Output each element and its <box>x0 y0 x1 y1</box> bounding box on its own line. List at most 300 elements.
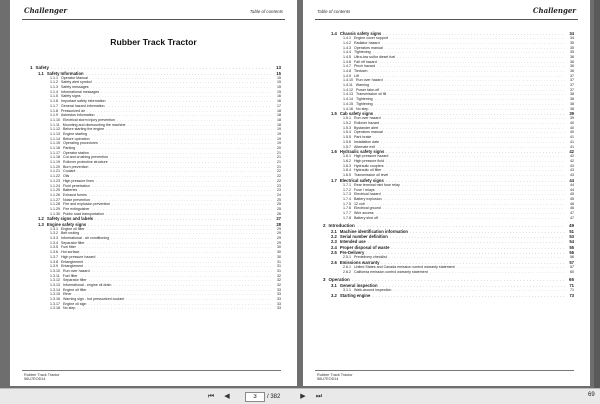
toc-entry-label: Mounting and dismounting the machine <box>62 122 126 127</box>
toc-entry-label: Tiedown <box>354 69 368 73</box>
toc-entry-number: 1.5.7 <box>343 144 351 149</box>
toc-entry-page: 33 <box>277 297 281 301</box>
toc-entry-page: 16 <box>277 94 281 99</box>
toc-entry-label: Engine safety signs <box>46 221 87 227</box>
toc-entry-page: 43 <box>570 173 574 178</box>
toc-entry-number: 3.1.1 <box>343 287 351 292</box>
toc-entry-page: 25 <box>277 206 281 211</box>
toc-entry-number: 1.5.3 <box>343 125 351 130</box>
toc-entry-label: Cut and crushing prevention <box>63 155 108 160</box>
toc-entry-label: Alternate exit <box>354 144 375 149</box>
toc-entry-label: Hot surface <box>61 250 80 255</box>
toc-entry-page: 15 <box>277 75 281 80</box>
toc-entry-number: 1.7.5 <box>343 201 351 206</box>
toc-entry-label: Fire and explosion prevention <box>63 202 111 207</box>
toc-entry-label: Pre-Delivery <box>339 249 365 255</box>
toc-entry[interactable] <box>323 216 574 221</box>
toc-entry-page: 39 <box>570 116 574 121</box>
toc-entry-page: 35 <box>570 40 574 45</box>
toc-entry-label: Electrical safety signs <box>339 177 384 183</box>
toc-entry-page: 56 <box>569 249 574 255</box>
toc-entry-label: 12 volt <box>354 201 365 206</box>
toc-entry-page: 13 <box>275 64 281 70</box>
toc-entry-number: 1.1.28 <box>50 202 60 207</box>
toc-entry-label: Fluid penetration <box>63 183 90 188</box>
toc-entry-label: Operator station <box>63 150 89 155</box>
previous-page-icon[interactable]: ◀ <box>224 393 230 400</box>
toc-entry-number: 1.4.3 <box>343 45 351 50</box>
toc-entry-number: 1.1 <box>38 70 44 76</box>
header-rule <box>315 19 578 20</box>
toc-entry-number: 1.4.10 <box>343 78 353 83</box>
toc-entry-number: 1.4.9 <box>343 73 351 78</box>
toc-entry-page: 42 <box>570 159 574 164</box>
toc-entry-label: Fall off hazard <box>354 59 377 64</box>
document-page-left <box>10 0 297 386</box>
toc-entry-page: 47 <box>570 215 574 220</box>
toc-entry-label: Parking <box>63 146 76 150</box>
toc-entry-label: Pinch hazard <box>354 64 375 69</box>
toc-entry-label: Wire access <box>354 211 374 216</box>
toc-entry-label: Starting engine <box>339 292 371 298</box>
toc-entry-number: 1.1.22 <box>50 174 60 179</box>
toc-entry-label: Warning sign - hot pressurized coolant <box>63 297 125 301</box>
toc-entry-page: 33 <box>277 301 281 306</box>
toc-entry-page: 29 <box>277 236 281 241</box>
toc-entry-label: Proper disposal of waste <box>339 244 390 250</box>
page-number-input[interactable] <box>245 392 265 402</box>
toc-entry-page: 32 <box>277 278 281 283</box>
toc-entry-label: Electrical ground <box>354 206 381 211</box>
toc-entry-page: 60 <box>570 269 574 274</box>
toc-entry-page: 35 <box>570 50 574 55</box>
toc-entry-number: 1.1.16 <box>50 146 60 150</box>
toc-entry-number: 1.1.3 <box>50 85 58 90</box>
toc-entry-label: Safety alert symbol <box>61 80 92 85</box>
toc-entry-number: 1.1.7 <box>50 103 58 108</box>
footer-code: 56U7EOD14 <box>24 377 46 382</box>
toc-entry-number: 1.4.13 <box>343 92 353 97</box>
header-rule <box>22 19 285 20</box>
toc-entry-page: 22 <box>277 174 281 179</box>
toc-entry-page: 22 <box>277 169 281 174</box>
toc-entry-page: 30 <box>277 250 281 255</box>
toc-entry-label: High pressure fluid <box>354 159 384 164</box>
scrollbar[interactable] <box>594 0 600 388</box>
toc-entry-label: Machine identification information <box>339 229 408 234</box>
toc-entry-page: 28 <box>276 221 281 227</box>
toc-entry-number: 1.4.11 <box>343 83 353 88</box>
zoom-level[interactable]: 69 <box>588 392 595 398</box>
toc-entry-label: Informational - engine oil drain <box>63 282 112 287</box>
toc-entry-number: 1.3.14 <box>50 287 60 292</box>
toc-entry-number: 1.3 <box>38 221 44 227</box>
toc-entry-label: Serial number definition <box>339 234 388 240</box>
toc-entry-label: Installation date <box>354 139 380 144</box>
toc-entry-label: Engine cover support <box>354 36 388 41</box>
toc-entry[interactable] <box>323 293 574 298</box>
toc-entry-number: 1.4.7 <box>343 64 351 69</box>
toc-entry-page: 27 <box>276 216 281 222</box>
toc-entry-number: 1.3.1 <box>50 226 58 231</box>
toc-entry-page: 18 <box>277 122 281 127</box>
toc-entry-page: 29 <box>277 240 281 245</box>
toc-leader-dots <box>430 270 565 275</box>
toc-entry-number: 1.3.8 <box>50 259 58 264</box>
toc-entry-label: Separator filter <box>63 278 87 283</box>
toc-entry-page: 18 <box>277 108 281 113</box>
toc-entry-page: 54 <box>569 239 574 245</box>
toc-entry-number: 1.4.15 <box>343 101 353 106</box>
toc-entry-page: 38 <box>570 106 574 111</box>
toc-entry-page: 36 <box>570 59 574 64</box>
toc-entry-page: 30 <box>277 245 281 250</box>
toc-entry-number: 1.7.2 <box>343 187 351 192</box>
toc-entry-page: 32 <box>277 282 281 287</box>
toc-entry-label: Rollover hazard <box>354 121 380 126</box>
toc-entry-number: 1.1.9 <box>50 113 58 118</box>
toc-entry-page: 30 <box>277 254 281 259</box>
toc-entry-page: 34 <box>569 31 574 36</box>
toc-entry-number: 1.4.4 <box>343 50 351 55</box>
toc-entry-label: Cab safety signs <box>339 111 374 117</box>
toc-entry-label: Warning <box>355 83 369 88</box>
toc-entry-number: 1.1.27 <box>50 197 60 202</box>
toc-entry-number: 1.6.1 <box>343 154 351 159</box>
header-section-title: Table of contents <box>317 9 351 14</box>
toc-entry-number: 1 <box>30 64 33 70</box>
toc-entry-page: 49 <box>568 223 574 228</box>
toc-entry-label: Ultra-low sulfur diesel fuel <box>354 54 396 59</box>
toc-entry-label: Safety messages <box>61 85 89 90</box>
page-total: / 382 <box>267 394 281 400</box>
toc-entry-label: Coolant <box>63 169 76 174</box>
toc-entry-label: Safety signs <box>61 94 81 99</box>
toc-entry-label: Park brake <box>354 135 372 140</box>
page-footer <box>317 373 353 382</box>
toc-entry-number: 1.7.3 <box>343 192 351 197</box>
toc-entry-number: 1.3.2 <box>50 231 58 236</box>
toc-entry-label: Informational - air conditioning <box>61 236 110 241</box>
toc-entry-label: Exhaust fumes <box>63 192 87 197</box>
toc-entry-label: Electrical storm injury prevention <box>63 117 115 122</box>
toc-entry-number: 3.2 <box>331 292 337 298</box>
toc-entry-label: Radiator hazard <box>354 40 380 45</box>
document-page-right <box>303 0 590 386</box>
toc-entry-page: 19 <box>277 131 281 136</box>
toc-entry-page: 42 <box>569 149 574 155</box>
toc-entry-label: Engine oil sign <box>63 301 87 306</box>
footer-title: Rubber Track Tractor <box>317 372 353 377</box>
toc-entry-label: Hydraulic safety signs <box>339 149 385 155</box>
toc-entry-page: 21 <box>277 150 281 155</box>
toc-entry-page: 55 <box>569 244 574 250</box>
toc-entry-number: 1.7.1 <box>343 183 351 187</box>
toc-entry-label: Oils <box>63 174 70 179</box>
toc-entry-number: 1.3.9 <box>50 264 58 269</box>
table-of-contents-right <box>323 31 574 298</box>
toc-entry[interactable] <box>323 270 574 275</box>
toc-entry-label: Safety signs and labels <box>46 216 94 222</box>
toc-entry-page: 53 <box>569 234 574 240</box>
table-of-contents-left <box>30 62 281 311</box>
toc-entry-label: Fuel filter <box>62 273 78 278</box>
toc-entry-number: 1.6.5 <box>343 173 351 178</box>
toc-entry-label: Tightening <box>356 101 373 106</box>
toc-entry-number: 1.5.5 <box>343 135 351 140</box>
toc-entry-label: Engine oil filter <box>61 226 85 231</box>
toc-entry-number: 3 <box>323 276 326 282</box>
toc-entry-number: 1.3.4 <box>50 240 58 245</box>
toc-entry-page: 19 <box>277 127 281 132</box>
toc-entry-number: 1.1.23 <box>50 178 60 183</box>
toc-entry-label: Hydraulic couplers <box>354 163 384 168</box>
toc-entry-page: 18 <box>277 117 281 122</box>
toc-entry-page: 39 <box>569 111 574 117</box>
toc-entry-label: Battery shut off <box>354 215 379 220</box>
toc-entry-label: Batteries <box>63 188 78 193</box>
toc-entry-label: Power take-off <box>356 87 380 92</box>
toc-entry-number: 1.4.12 <box>343 87 353 92</box>
toc-entry-label: High pressure hazard <box>61 254 96 259</box>
brand-logo: Challenger <box>532 6 576 15</box>
toc-entry-page: 44 <box>570 187 574 192</box>
toc-entry-number: 1.2 <box>38 216 44 222</box>
toc-entry-number: 1.1.20 <box>50 164 60 169</box>
toc-entry-number: 1.1.12 <box>50 127 60 132</box>
toc-entry-label: Operator Manual <box>61 75 88 80</box>
toc-entry-label: Fuse / relays <box>354 187 375 192</box>
toc-entry-label: Engine starting <box>63 131 87 136</box>
toc-entry-number: 1.3.10 <box>50 268 60 273</box>
toc-entry-number: 2.2 <box>331 234 337 240</box>
toc-entry-label: Chassis safety signs <box>339 31 382 36</box>
toc-entry-number: 2 <box>323 223 326 228</box>
toc-entry-number: 1.4.2 <box>343 40 351 45</box>
toc-entry-page: 37 <box>570 83 574 88</box>
toc-entry-number: 1.1.13 <box>50 131 60 136</box>
toc-entry-number: 2.6.2 <box>343 269 351 274</box>
toc-entry-page: 43 <box>570 168 574 173</box>
toc-entry-number: 1.7.7 <box>343 211 351 216</box>
toc-entry-page: 40 <box>570 121 574 126</box>
toc-entry-label: General hazard information <box>61 103 105 108</box>
toc-entry-label: Fire extinguisher <box>63 206 90 211</box>
toc-entry-number: 1.1.19 <box>50 160 60 165</box>
toc-entry-page: 65 <box>568 276 574 282</box>
toc-entry-page: 51 <box>569 229 574 234</box>
toc-entry-label: Entanglement <box>61 264 84 269</box>
toc-entry-number: 1.3.11 <box>50 273 60 278</box>
toc-entry-label: Burn prevention <box>63 164 89 169</box>
toc-entry-label: Walk-around inspection <box>354 287 392 292</box>
toc-entry-number: 1.3.15 <box>50 292 60 297</box>
toc-entry-label: Rear terminal mini fuse relay <box>354 183 400 187</box>
toc-entry[interactable] <box>30 306 281 311</box>
toc-entry-page: 15 <box>277 89 281 94</box>
toc-entry-number: 1.5 <box>331 111 337 117</box>
toc-entry-page: 25 <box>277 202 281 207</box>
toc-entry-label: Public road transportation <box>63 211 104 216</box>
toc-entry-number: 1.5.1 <box>343 116 351 121</box>
toc-entry-page: 35 <box>570 45 574 50</box>
toc-entry-label: Operating procedures <box>63 141 98 146</box>
toc-entry-label: High pressure lines <box>63 178 94 183</box>
toc-entry-page: 15 <box>277 80 281 85</box>
toc-entry-label: Tightening <box>356 97 373 102</box>
toc-entry-label: Noise prevention <box>63 197 90 202</box>
toc-entry-number: 1.1.29 <box>50 206 60 211</box>
toc-entry-label: Run over hazard <box>354 116 381 121</box>
toc-entry-page: 38 <box>570 97 574 102</box>
toc-entry-label: Transmission oil fill <box>356 92 387 97</box>
toc-entry-page: 40 <box>570 125 574 130</box>
toc-entry-page: 31 <box>277 268 281 273</box>
toc-entry-page: 45 <box>570 197 574 202</box>
toc-entry-page: 24 <box>277 192 281 197</box>
toc-entry-page: 57 <box>569 259 574 265</box>
footer-title: Rubber Track Tractor <box>24 372 60 377</box>
toc-entry-number: 1.1.5 <box>50 94 58 99</box>
toc-entry-number: 1.7 <box>331 177 337 183</box>
toc-entry-label: Before operation <box>63 136 90 141</box>
toc-entry-page: 36 <box>570 64 574 69</box>
toc-entry-label: Emissions warranty <box>339 259 380 265</box>
toc-entry-page: 21 <box>277 164 281 169</box>
toc-entry-page: 15 <box>277 85 281 90</box>
footer-rule <box>22 370 281 371</box>
toc-entry-page: 46 <box>570 201 574 206</box>
toc-entry-number: 1.1.17 <box>50 150 60 155</box>
toc-entry-page: 42 <box>570 154 574 159</box>
toc-entry-number: 1.1.21 <box>50 169 60 174</box>
toc-entry-page: 32 <box>277 273 281 278</box>
toc-entry-page: 37 <box>570 73 574 78</box>
toc-entry-page: 47 <box>570 211 574 216</box>
last-page-icon[interactable]: ⏭ <box>315 393 323 400</box>
toc-entry-label: Engine oil filter <box>63 287 87 292</box>
viewer-toolbar <box>0 388 600 404</box>
toc-entry-number: 2.6.1 <box>343 264 351 269</box>
toc-entry-page: 45 <box>570 192 574 197</box>
toc-entry-label: High pressure hazard <box>354 154 389 159</box>
toc-entry-label: No step <box>356 106 369 111</box>
toc-entry-number: 1.3.5 <box>50 245 58 250</box>
toc-entry-page: 31 <box>277 264 281 269</box>
toc-entry-label: Fuel filter <box>61 245 76 250</box>
toc-entry-number: 1.4.5 <box>343 54 351 59</box>
toc-entry-label: Asbestos information <box>61 113 95 118</box>
toc-entry-label: Tightening <box>354 50 371 55</box>
first-page-icon[interactable]: ⏮ <box>207 393 215 400</box>
toc-entry-number: 1.3.17 <box>50 301 60 306</box>
toc-entry-page: 71 <box>569 282 574 288</box>
toc-entry-number: 1.1.2 <box>50 80 58 85</box>
toc-entry-number: 1.1.4 <box>50 89 58 94</box>
toc-entry-number: 1.7.4 <box>343 197 351 202</box>
toc-entry-number: 2.5.1 <box>343 254 351 259</box>
toc-leader-dots <box>372 293 565 298</box>
toc-entry-number: 3.1 <box>331 282 337 288</box>
toc-entry-label: General inspection <box>339 282 378 288</box>
toc-entry-number: 1.1.14 <box>50 136 60 141</box>
toc-entry-number: 1.1.25 <box>50 188 60 193</box>
toc-entry-label: Rollover protective structure <box>63 160 108 165</box>
toc-entry-label: Pressurized air <box>61 108 85 113</box>
toc-entry-label: Transmission oil level <box>354 173 389 178</box>
toc-entry-number: 1.6.4 <box>343 168 351 173</box>
toc-entry-page: 29 <box>277 231 281 236</box>
toc-entry-number: 1.3.3 <box>50 236 58 241</box>
page-footer <box>24 373 60 382</box>
toc-entry-number: 1.4.8 <box>343 69 351 73</box>
toc-entry-page: 33 <box>277 306 281 311</box>
toc-entry-page: 23 <box>277 188 281 193</box>
toc-entry-page: 38 <box>570 92 574 97</box>
toc-entry-label: Ether <box>63 292 72 297</box>
toc-entry-page: 44 <box>569 177 574 183</box>
toc-entry-number: 1.6.2 <box>343 159 351 164</box>
toc-entry-label: California emission control warranty statement <box>354 269 428 274</box>
toc-entry-number: 1.7.8 <box>343 215 351 220</box>
toc-entry-number: 1.6 <box>331 149 337 155</box>
toc-entry-label: Safety <box>35 64 50 70</box>
toc-entry-label: Battery explosion <box>354 197 382 202</box>
toc-entry-label: Informational messages <box>61 89 100 94</box>
toc-entry-number: 1.3.7 <box>50 254 58 259</box>
toc-entry-page: 21 <box>277 160 281 165</box>
next-page-icon[interactable]: ▶ <box>300 393 306 400</box>
toc-entry-label: Introduction <box>328 223 355 228</box>
toc-entry-number: 1.5.4 <box>343 130 351 135</box>
toc-entry-label: Operators manual <box>354 130 383 135</box>
toc-entry-number: 2.1 <box>331 229 337 234</box>
toc-entry-page: 41 <box>570 135 574 140</box>
toc-entry-number: 1.5.6 <box>343 139 351 144</box>
toc-entry-number: 1.4.16 <box>343 106 353 111</box>
toc-entry-page: 43 <box>570 163 574 168</box>
page-indicator <box>245 392 280 403</box>
toc-entry-page: 56 <box>570 254 574 259</box>
toc-entry-page: 17 <box>277 103 281 108</box>
toc-entry-label: Safety Information <box>46 70 84 76</box>
toc-entry-number: 1.1.8 <box>50 108 58 113</box>
toc-entry-page: 36 <box>570 69 574 73</box>
page-header <box>10 4 297 18</box>
toc-entry-page: 31 <box>277 259 281 264</box>
toc-entry-label: Operators manual <box>354 45 383 50</box>
toc-entry-label: Hydraulic oil filter <box>354 168 382 173</box>
toc-entry-label: Electrical hazard <box>354 192 381 197</box>
document-title: Rubber Track Tractor <box>110 37 197 47</box>
toc-entry-number: 1.1.18 <box>50 155 60 160</box>
toc-entry-label: Operation <box>328 276 350 282</box>
toc-entry-page: 23 <box>277 183 281 188</box>
toc-leader-dots <box>380 216 565 221</box>
toc-entry-number: 2.6 <box>331 259 337 265</box>
toc-entry-label: Run over hazard <box>356 78 383 83</box>
toc-entry-number: 1.1.1 <box>50 75 58 80</box>
toc-entry-label: Separator filter <box>61 240 85 245</box>
toc-entry-page: 57 <box>570 264 574 269</box>
toc-entry-label: Lift <box>354 73 359 78</box>
toc-entry-page: 19 <box>277 136 281 141</box>
toc-entry-number: 2.5 <box>331 249 337 255</box>
toc-entry-page: 22 <box>277 178 281 183</box>
toc-entry-page: 16 <box>277 99 281 104</box>
toc-leader-dots <box>77 306 272 311</box>
toc-entry-number: 1.3.16 <box>50 297 60 301</box>
